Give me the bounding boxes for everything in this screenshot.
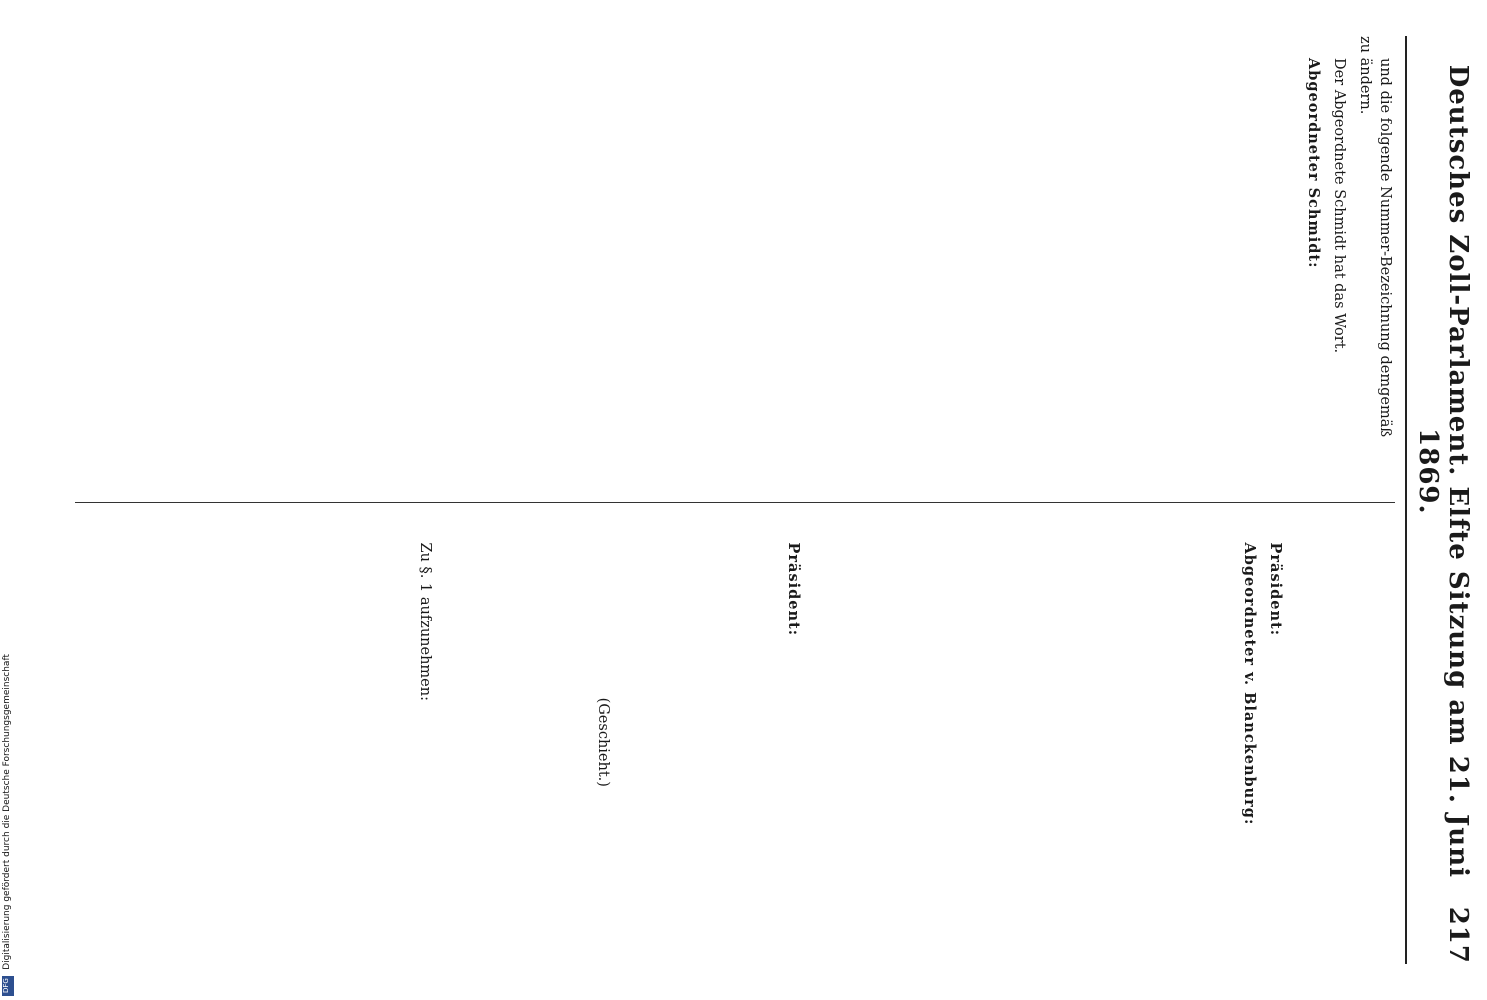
text-columns xyxy=(75,36,1395,964)
column-right xyxy=(75,502,1395,965)
speaker-label: Präsident: xyxy=(1267,542,1284,637)
speaker-label: Präsident: xyxy=(785,542,802,637)
body-text-gap xyxy=(1285,521,1395,965)
next-speaker-line: Der Abgeordnete Schmidt hat das Wort. xyxy=(1331,58,1347,354)
clause-intro: Zu §. 1 aufzunehmen: xyxy=(417,542,433,701)
heading-fragment-1: und die folgende Nummer-Bezeichnung demgemäß xyxy=(1377,58,1393,438)
speech-praesident-1 xyxy=(1265,521,1285,965)
column-left-opening xyxy=(1355,36,1395,480)
applause-note: (Geschieht.) xyxy=(595,697,611,787)
running-head xyxy=(1405,36,1473,964)
digitization-note: Digitalisierung gefördert durch die Deutsche Forschungsgemeinschaft xyxy=(2,654,12,970)
speaker-label: Abgeordneter Schmidt: xyxy=(1305,58,1322,269)
speech-blanckenburg xyxy=(1239,521,1259,965)
heading-fragment-2: zu ändern. xyxy=(1357,36,1373,115)
speaker-label: Abgeordneter v. Blanckenburg: xyxy=(1241,542,1258,826)
digitization-strip xyxy=(0,0,18,1000)
speech-schmidt xyxy=(1303,36,1323,480)
page-number: 217 xyxy=(1443,906,1473,964)
body-text-gap xyxy=(117,36,1297,480)
dfg-logo: DFG xyxy=(2,976,14,996)
body-text-gap xyxy=(617,521,777,965)
body-text-gap xyxy=(803,521,1233,965)
speech-praesident-2 xyxy=(783,521,803,965)
scanned-page xyxy=(40,0,1487,1000)
running-head-title: Deutsches Zoll-Parlament. Elfte Sitzung am 21. Juni 1869. xyxy=(1413,64,1473,878)
column-left xyxy=(75,36,1395,480)
body-text-gap xyxy=(435,521,585,965)
